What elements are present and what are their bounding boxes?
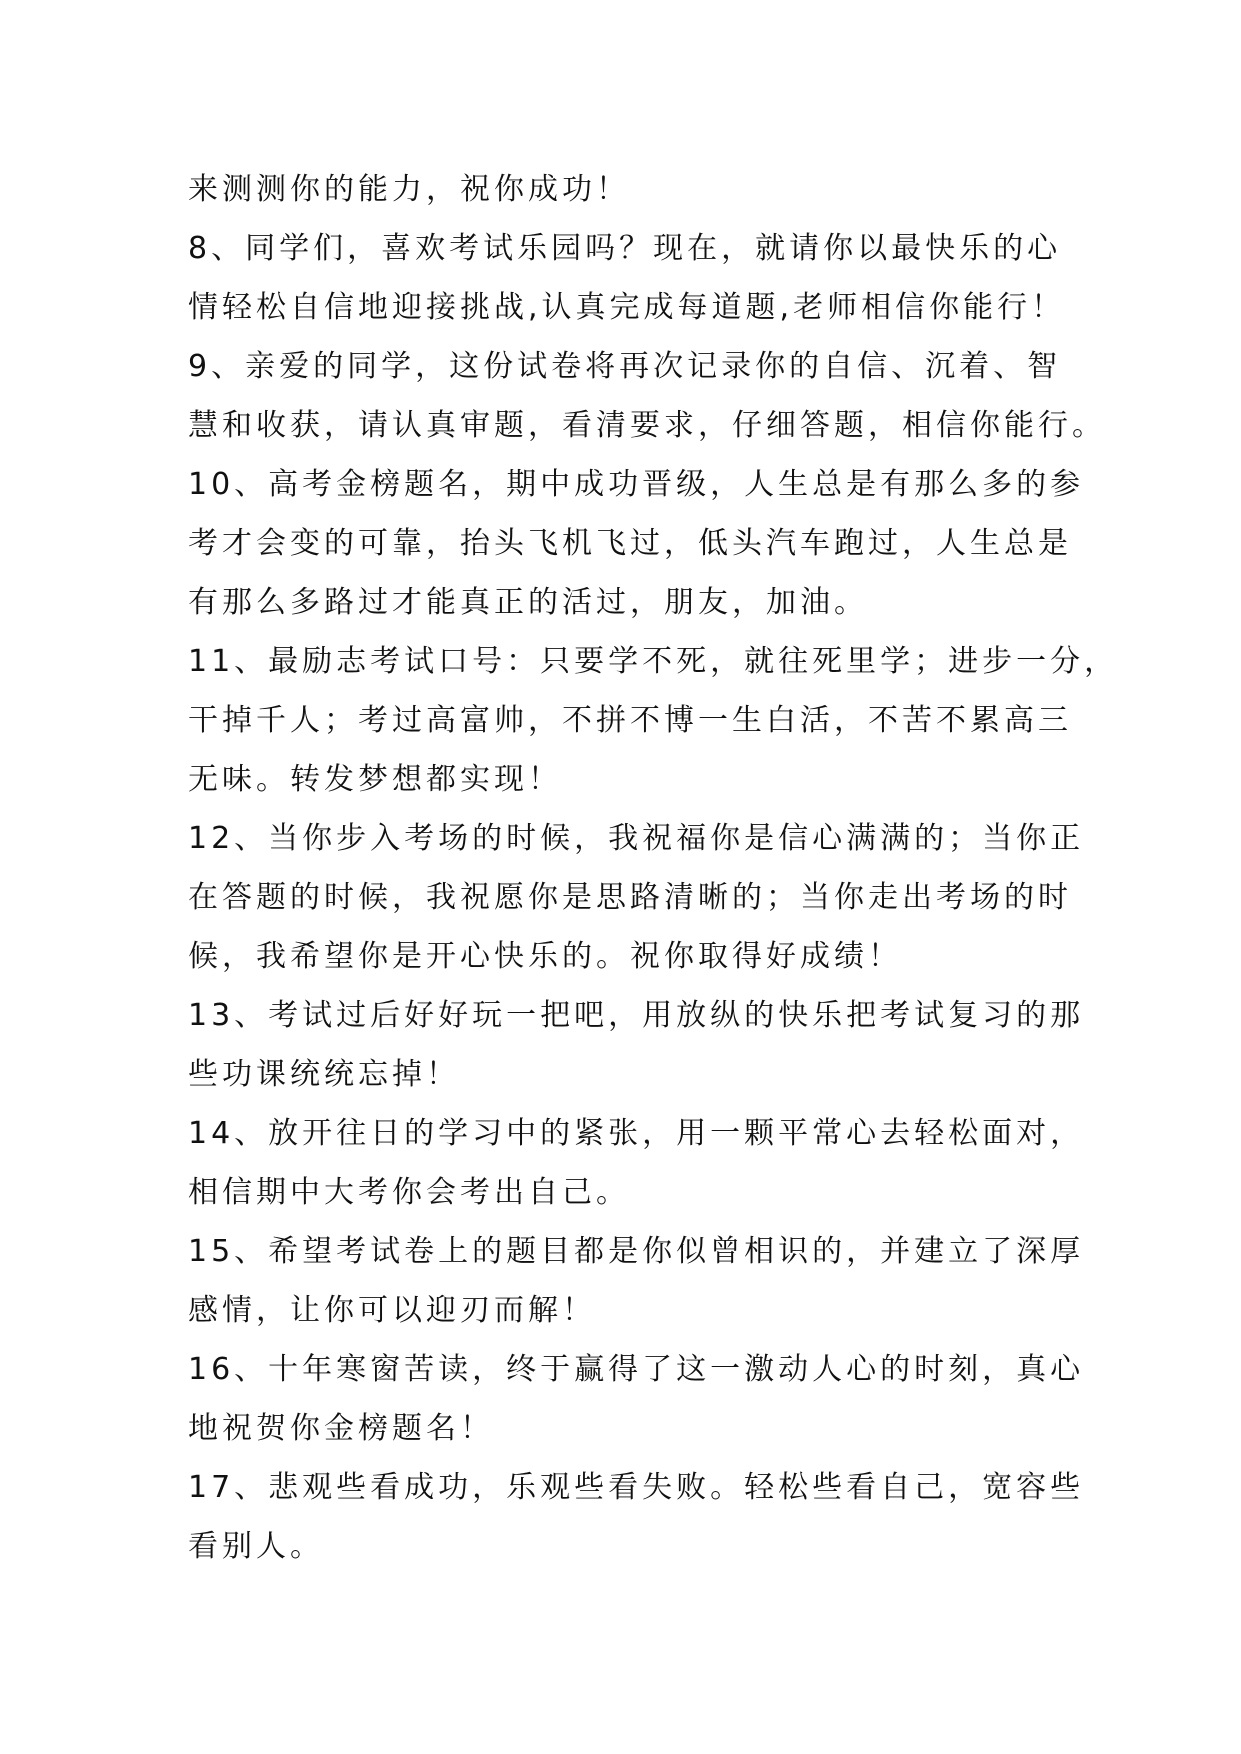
text-line: 来测测你的能力，祝你成功！ bbox=[188, 172, 630, 207]
text-line: 感情，让你可以迎刃而解！ bbox=[188, 1293, 596, 1328]
text-line: 11、最励志考试口号：只要学不死，就往死里学；进步一分， bbox=[188, 644, 1119, 679]
document-body bbox=[188, 160, 1119, 1576]
text-line: 些功课统统忘掉！ bbox=[188, 1057, 460, 1092]
text-line: 16、十年寒窗苦读，终于赢得了这一激动人心的时刻，真心 bbox=[188, 1352, 1085, 1387]
text-line: 8、同学们，喜欢考试乐园吗？现在，就请你以最快乐的心 bbox=[188, 231, 1062, 266]
text-line: 干掉千人；考过高富帅，不拼不博一生白活，不苦不累高三 bbox=[188, 703, 1072, 738]
text-line: 无味。转发梦想都实现！ bbox=[188, 762, 562, 797]
text-line: 相信期中大考你会考出自己。 bbox=[188, 1175, 630, 1210]
text-line: 地祝贺你金榜题名！ bbox=[188, 1411, 494, 1446]
text-line: 慧和收获，请认真审题，看清要求，仔细答题，相信你能行。 bbox=[188, 408, 1106, 443]
text-line: 9、亲爱的同学，这份试卷将再次记录你的自信、沉着、智 bbox=[188, 349, 1062, 384]
text-line: 有那么多路过才能真正的活过，朋友，加油。 bbox=[188, 585, 868, 620]
text-line: 12、当你步入考场的时候，我祝福你是信心满满的；当你正 bbox=[188, 821, 1085, 856]
text-line: 13、考试过后好好玩一把吧，用放纵的快乐把考试复习的那 bbox=[188, 998, 1085, 1033]
text-line: 14、放开往日的学习中的紧张，用一颗平常心去轻松面对， bbox=[188, 1116, 1085, 1151]
text-line: 看别人。 bbox=[188, 1529, 324, 1564]
text-line: 情轻松自信地迎接挑战,认真完成每道题,老师相信你能行！ bbox=[188, 290, 1066, 325]
text-line: 17、悲观些看成功，乐观些看失败。轻松些看自己，宽容些 bbox=[188, 1470, 1085, 1505]
text-line: 候，我希望你是开心快乐的。祝你取得好成绩！ bbox=[188, 939, 902, 974]
text-line: 考才会变的可靠，抬头飞机飞过，低头汽车跑过，人生总是 bbox=[188, 526, 1072, 561]
text-line: 在答题的时候，我祝愿你是思路清晰的；当你走出考场的时 bbox=[188, 880, 1072, 915]
text-line: 15、希望考试卷上的题目都是你似曾相识的，并建立了深厚 bbox=[188, 1234, 1085, 1269]
text-line: 10、高考金榜题名，期中成功晋级，人生总是有那么多的参 bbox=[188, 467, 1085, 502]
